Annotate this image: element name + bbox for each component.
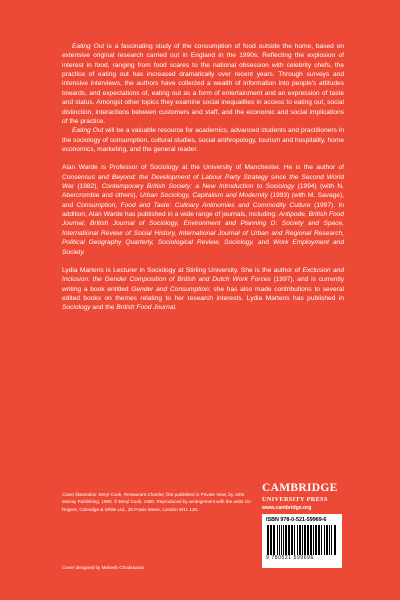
publisher-subtitle: UNIVERSITY PRESS [262, 495, 328, 503]
barcode-bar [279, 525, 280, 555]
illustration-credit [62, 491, 252, 513]
publisher-name: CAMBRIDGE [262, 482, 338, 494]
cover-credits [62, 491, 252, 513]
book-title-italic: Eating Out [72, 127, 104, 135]
barcode-bar [283, 525, 284, 555]
barcode-bar [281, 525, 282, 555]
barcode-bar [277, 525, 278, 555]
barcode-bar [329, 525, 330, 555]
barcode-bar [294, 525, 295, 555]
bio-title: Consumption, Food and Taste: Culinary Antinomies and Commodity Culture [76, 201, 311, 209]
barcode-bar [310, 525, 312, 555]
barcode-bar [291, 525, 293, 555]
credit-text: first published in Private View, by John Murray Publishing, 1980. © Beryl Cook, 1980. Reproduced by arrangement with the artist c/o Rogers, Coleridge & White Ltd., 20 Powis Mews, London W11 1JN. [62, 492, 251, 512]
barcode-bar [297, 525, 298, 555]
bio-journals: Antipode, British Food Journal, British Journal of Sociology, Environment and Planning D: Society and Space, International Review of Social History, International Journal of Urban and Regional Research, Political Geography Quarterly, Sociological Review, Sociology, [62, 211, 344, 247]
bio-title: Urban Sociology, Capitalism and Modernity [139, 192, 268, 200]
barcode-bar [304, 525, 306, 555]
bio-title: Sociology [62, 304, 91, 312]
barcode-bar [321, 525, 322, 555]
bio-title: Consensus and Beyond: the Development of Labour Party Strategy since the Second World War [62, 173, 344, 191]
publisher-url: www.cambridge.org [262, 504, 312, 511]
bio-title: Gender and Consumption [131, 285, 209, 293]
barcode-bar [307, 525, 309, 555]
barcode-bar [313, 525, 314, 555]
barcode-bar [270, 525, 272, 555]
barcode-bar [285, 525, 287, 555]
bio-text: (1982), [73, 183, 102, 191]
description-paragraph [62, 42, 344, 126]
barcode-icon [266, 525, 338, 555]
credit-text: Cover illustration: Beryl Cook, [62, 492, 124, 497]
bio-title: Exclusion and Inclusion: the Gender Composition of British and Dutch Work Forces [62, 266, 345, 284]
bio-text: (1994) (with N. Abercrombie and others), [62, 183, 345, 200]
bio-text: (1997). In addition, Alan Warde has published in a wide range of journals, including: [62, 201, 345, 219]
painting-title: Restaurant Chartier, [123, 492, 165, 497]
barcode-bar [324, 525, 325, 555]
barcode-bar [299, 525, 301, 555]
barcode-bar [318, 525, 320, 555]
bio-title: Contemporary British Society: a New Introduction to Sociology [101, 183, 295, 191]
barcode-bar [326, 525, 328, 555]
warde-bio [62, 163, 344, 257]
description-text: is a fascinating study of the consumption of food outside the home, based on extensive original research carried out in England in the 1990s. Reflecting the explosion of interest in food, ranging from food scares to the national obsession with celebrity chefs, the practice of eating out has increased dramatically over recent years. Through surveys and intensive interviews, the authors have collected a wealth of information into people's attitudes towards, and expectations of, eating out as a form of entertainment and an expression of taste and status. Amongst other topics they examine social inequalities in access to eating out, social distinction, interactions between customers and staff, and the economic and social implications of the practice. [62, 43, 344, 125]
barcode-bar [302, 525, 303, 555]
bio-text: (1997), and is currently writing a book entitled [62, 276, 344, 293]
barcode-bar [267, 525, 269, 555]
barcode-bar [334, 525, 336, 555]
bio-text: and the [90, 304, 117, 312]
barcode-bar [273, 525, 275, 555]
designer-credit: Cover designed by Mahesh Chudasama [62, 565, 144, 570]
barcode-digits: 9 780521 599696 [266, 555, 314, 561]
barcode-bar [331, 525, 332, 555]
bio-text: and [253, 239, 273, 247]
bio-text: (1993) (with M. Savage), and [62, 192, 345, 209]
bio-text: Lydia Martens is Lecturer in Sociology at Stirling University. She is the author of [62, 266, 303, 274]
book-title-italic: Eating Out [72, 43, 105, 50]
martens-bio [62, 266, 344, 313]
barcode-panel [262, 514, 342, 568]
blurb-text [62, 42, 344, 313]
barcode-bar [288, 525, 290, 555]
publisher-logo [262, 483, 344, 511]
isbn-label: ISBN 978-0-521-59969-6 [266, 517, 327, 523]
bio-text: ; she has also made contributions to several edited books on themes relating to her research interests. Lydia Martens has published in [62, 285, 344, 302]
audience-text: will be a valuable resource for academics, advanced students and practitioners in the sociology of consumption, cultural studies, social anthropology, tourism and hospitality, home economics, marketing, and the general reader. [62, 127, 345, 153]
bio-text: Alan Warde is Professor of Sociology at the University of Manchester. He is the author of [62, 164, 344, 172]
bio-journals: Work Employment and Society. [62, 239, 345, 256]
audience-paragraph [62, 126, 344, 154]
bio-title: British Food Journal. [116, 304, 177, 312]
barcode-bar [315, 525, 317, 555]
